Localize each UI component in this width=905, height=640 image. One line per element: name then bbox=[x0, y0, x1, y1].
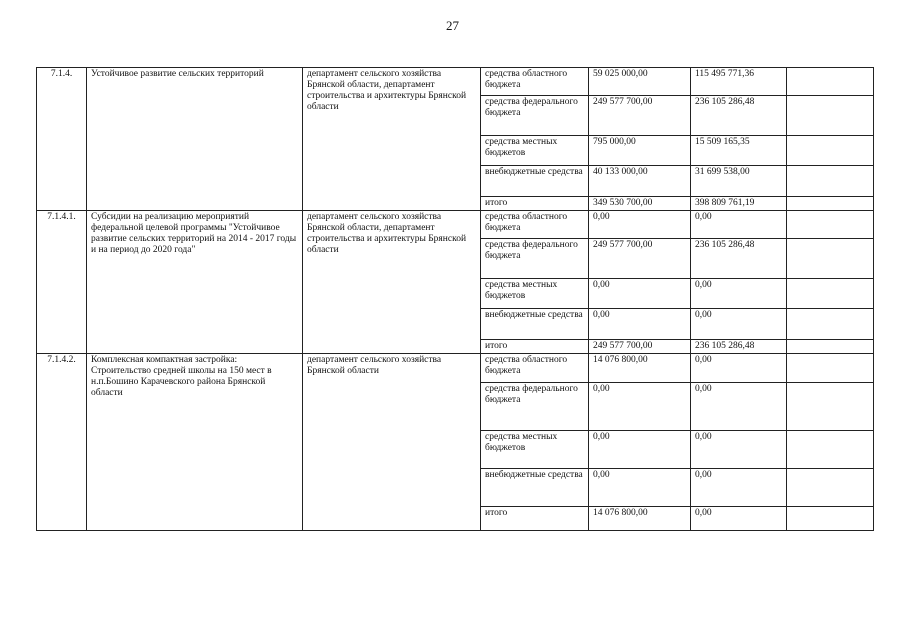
amount-planned: 14 076 800,00 bbox=[589, 354, 691, 383]
amount-actual: 0,00 bbox=[691, 383, 787, 431]
amount-actual: 236 105 286,48 bbox=[691, 239, 787, 279]
empty-cell bbox=[787, 166, 874, 197]
empty-cell bbox=[787, 309, 874, 340]
section-number: 7.1.4.2. bbox=[37, 354, 87, 531]
funding-source: средства местных бюджетов bbox=[481, 431, 589, 469]
empty-cell bbox=[787, 96, 874, 136]
amount-planned: 0,00 bbox=[589, 309, 691, 340]
amount-actual: 0,00 bbox=[691, 354, 787, 383]
funding-source: средства областного бюджета bbox=[481, 68, 589, 96]
amount-actual: 0,00 bbox=[691, 211, 787, 239]
empty-cell bbox=[787, 136, 874, 166]
funding-source-total: итого bbox=[481, 340, 589, 354]
funding-source: средства федерального бюджета bbox=[481, 96, 589, 136]
amount-actual: 31 699 538,00 bbox=[691, 166, 787, 197]
amount-actual: 0,00 bbox=[691, 431, 787, 469]
empty-cell bbox=[787, 354, 874, 383]
empty-cell bbox=[787, 239, 874, 279]
empty-cell bbox=[787, 279, 874, 309]
amount-planned: 0,00 bbox=[589, 469, 691, 507]
amount-planned: 249 577 700,00 bbox=[589, 239, 691, 279]
amount-planned: 40 133 000,00 bbox=[589, 166, 691, 197]
empty-cell bbox=[787, 197, 874, 211]
empty-cell bbox=[787, 507, 874, 531]
funding-source: внебюджетные средства bbox=[481, 309, 589, 340]
empty-cell bbox=[787, 211, 874, 239]
amount-actual-total: 236 105 286,48 bbox=[691, 340, 787, 354]
amount-planned: 0,00 bbox=[589, 383, 691, 431]
empty-cell bbox=[787, 431, 874, 469]
amount-actual-total: 398 809 761,19 bbox=[691, 197, 787, 211]
empty-cell bbox=[787, 469, 874, 507]
section-executor: департамент сельского хозяйства Брянской области, департамент строительства и архитектуры Брянской области bbox=[303, 211, 481, 354]
funding-source: внебюджетные средства bbox=[481, 469, 589, 507]
page-number: 27 bbox=[446, 18, 459, 33]
section-name: Субсидии на реализацию мероприятий федеральной целевой программы "Устойчивое развитие сельских территорий на 2014 - 2017 годы и на период до 2020 года" bbox=[87, 211, 303, 354]
amount-actual: 0,00 bbox=[691, 279, 787, 309]
section-executor: департамент сельского хозяйства Брянской области bbox=[303, 354, 481, 531]
budget-table bbox=[36, 67, 874, 531]
section-executor: департамент сельского хозяйства Брянской области, департамент строительства и архитектуры Брянской области bbox=[303, 68, 481, 211]
amount-planned: 795 000,00 bbox=[589, 136, 691, 166]
funding-source: средства федерального бюджета bbox=[481, 239, 589, 279]
empty-cell bbox=[787, 68, 874, 96]
amount-planned: 0,00 bbox=[589, 211, 691, 239]
empty-cell bbox=[787, 383, 874, 431]
funding-source: средства федерального бюджета bbox=[481, 383, 589, 431]
section-number: 7.1.4.1. bbox=[37, 211, 87, 354]
section-name: Комплексная компактная застройка: Строительство средней школы на 150 мест в н.п.Бошино Карачевского района Брянской области bbox=[87, 354, 303, 531]
amount-planned-total: 349 530 700,00 bbox=[589, 197, 691, 211]
funding-source: внебюджетные средства bbox=[481, 166, 589, 197]
amount-actual: 15 509 165,35 bbox=[691, 136, 787, 166]
funding-source-total: итого bbox=[481, 197, 589, 211]
amount-planned: 0,00 bbox=[589, 431, 691, 469]
empty-cell bbox=[787, 340, 874, 354]
amount-actual: 0,00 bbox=[691, 469, 787, 507]
funding-source-total: итого bbox=[481, 507, 589, 531]
amount-planned: 249 577 700,00 bbox=[589, 96, 691, 136]
amount-planned: 59 025 000,00 bbox=[589, 68, 691, 96]
table-row bbox=[37, 354, 874, 383]
amount-actual: 0,00 bbox=[691, 309, 787, 340]
funding-source: средства местных бюджетов bbox=[481, 279, 589, 309]
table-row bbox=[37, 68, 874, 96]
amount-actual: 115 495 771,36 bbox=[691, 68, 787, 96]
amount-actual: 236 105 286,48 bbox=[691, 96, 787, 136]
amount-actual-total: 0,00 bbox=[691, 507, 787, 531]
amount-planned-total: 14 076 800,00 bbox=[589, 507, 691, 531]
funding-source: средства местных бюджетов bbox=[481, 136, 589, 166]
amount-planned-total: 249 577 700,00 bbox=[589, 340, 691, 354]
section-number: 7.1.4. bbox=[37, 68, 87, 211]
amount-planned: 0,00 bbox=[589, 279, 691, 309]
table-row bbox=[37, 211, 874, 239]
funding-source: средства областного бюджета bbox=[481, 211, 589, 239]
section-name: Устойчивое развитие сельских территорий bbox=[87, 68, 303, 211]
funding-source: средства областного бюджета bbox=[481, 354, 589, 383]
